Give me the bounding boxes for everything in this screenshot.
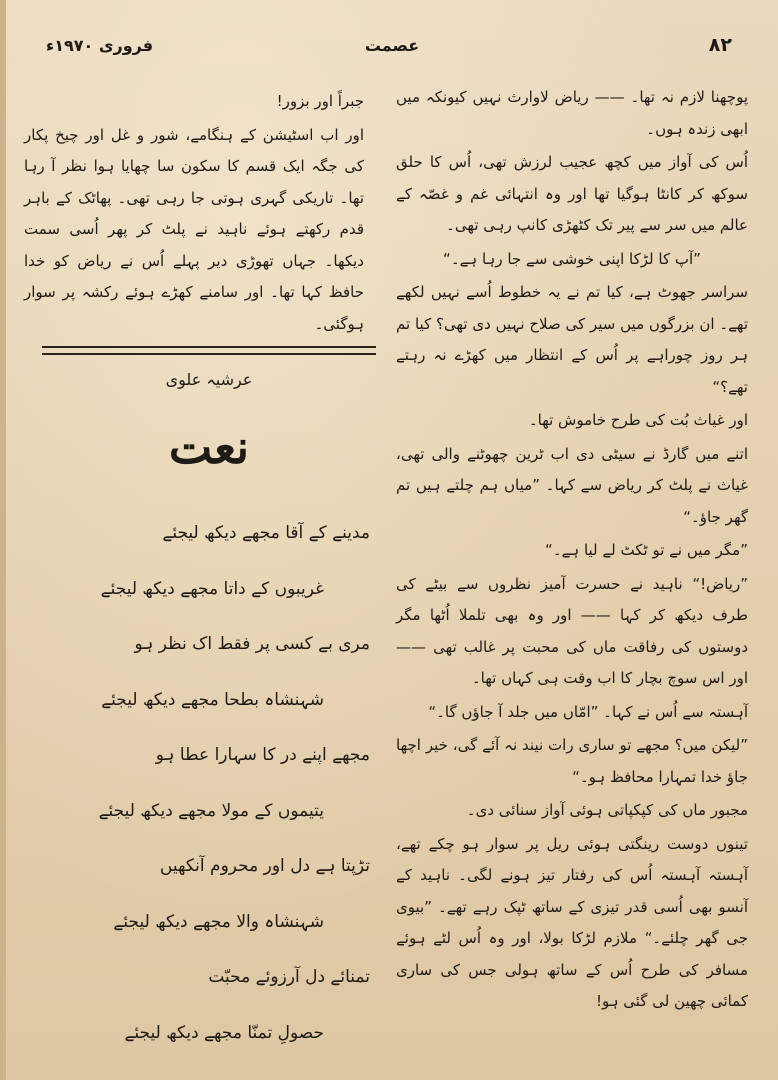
poem-verse: حصولِ تمنّا مجھے دیکھ لیجئے: [124, 1022, 324, 1043]
story-paragraph: اُس کی آواز میں کچھ عجیب لرزش تھی، اُس کا حلق سوکھ کر کانٹا ہوگیا تھا اور وہ انتہائی غم و غصّہ کے عالم میں سر سے پیر تک کٹھڑی کانپ رہی تھی۔: [396, 153, 748, 234]
poem-verse: شہنشاہ بطحا مجھے دیکھ لیجئے: [101, 689, 324, 710]
page-header: [40, 28, 744, 68]
story-paragraph: آہستہ سے اُس نے کہا۔ ”امّاں میں جلد آ جاؤں گا۔“: [428, 702, 748, 721]
story-paragraph: ”لیکن میں؟ مجھے تو ساری رات نیند نہ آئے گی، خیر اچھا جاؤ خدا تمہارا محافظ ہو۔“: [396, 736, 748, 786]
poem-verse: یتیموں کے مولا مجھے دیکھ لیجئے: [98, 800, 324, 821]
story-paragraph: ”ریاض!“ ناہید نے حسرت آمیز نظروں سے بیٹے کی طرف دیکھ کر کہا —— اور وہ بھی تلملا اُٹھا مگر دوستوں کی رفاقت ماں کی محبت پر غالب تھی —— اور اس سوچ بچار کا اب وقت ہی کہاں تھا۔: [396, 574, 748, 687]
story-paragraph: اور اب اسٹیشن کے ہنگامے، شور و غل اور چیخ پکار کی جگہ ایک قسم کا سکون سا چھایا ہوا نظر آ رہا تھا۔ تاریکی گہری ہوتی جا رہی تھی۔ پھاٹک کے باہر قدم رکھتے ہوئے ناہید نے پلٹ کر پھر اُسی سمت دیکھا۔ جہاں تھوڑی دیر پہلے اُس نے ریاض کو خدا حافظ کہا تھا۔ اور سامنے کھڑے ہوئے رکشہ پر سوار ہوگئی۔: [24, 125, 364, 333]
story-paragraph: تینوں دوست رینگتی ہوئی ریل پر سوار ہو چکے تھے، آہستہ آہستہ اُس کی رفتار تیز ہونے لگی۔ ناہید کے آنسو بھی اُسی قدر تیزی کے ساتھ ٹپک رہے تھے۔ ”بیوی جی گھر چلئے۔“ ملازم لڑکا بولا، اور وہ اُس لٹے ہوئے مسافر کی طرح اُس کے ساتھ ہولی جس کی ساری کمائی چھین لی گئی ہو!: [396, 834, 748, 1010]
poem-verse: تمنائے دل آرزوئے محبّت: [208, 967, 370, 987]
story-column-right: [396, 82, 748, 1018]
story-column-left: [24, 86, 364, 340]
story-paragraph: اور غیاث بُت کی طرح خاموش تھا۔: [528, 411, 748, 429]
issue-date: فروری ۱۹۷۰ء: [46, 36, 154, 55]
story-paragraph: سراسر جھوٹ ہے، کیا تم نے یہ خطوط اُسے نہیں لکھے تھے۔ ان بزرگوں میں سیر کی صلاح نہیں دی تھی؟ کیا تم ہر روز چوراہے پر اُس کے انتظار میں کھڑے نہ رہتے تھے؟“: [396, 283, 748, 396]
page-number: ۸۲: [708, 34, 732, 56]
story-paragraph: پوچھنا لازم نہ تھا۔ —— ریاض لاوارث نہیں کیونکہ میں ابھی زندہ ہوں۔: [396, 88, 748, 138]
section-divider: [42, 346, 376, 355]
magazine-title: عصمت: [364, 36, 420, 55]
story-paragraph: ”مگر میں نے تو ٹکٹ لے لیا ہے۔“: [545, 541, 748, 559]
poem-verse: مدینے کے آقا مجھے دیکھ لیجئے: [162, 523, 370, 543]
poem-verse: تڑپتا ہے دل اور محروم آنکھیں: [159, 856, 370, 876]
poem-verse: مری بے کسی پر فقط اک نظر ہو: [134, 634, 370, 654]
poem-author: عرشیہ علوی: [165, 370, 253, 389]
poem-verse: شہنشاہ والا مجھے دیکھ لیجئے: [113, 911, 324, 932]
story-paragraph: اتنے میں گارڈ نے سیٹی دی اب ٹرین چھوٹنے والی تھی، غیاث نے پلٹ کر ریاض سے کہا۔ ”میاں ہم چلتے ہیں تم گھر جاؤ۔“: [396, 444, 748, 526]
poem-title: نعت: [168, 420, 250, 474]
story-paragraph: جبراً اور بزور!: [276, 92, 364, 110]
naat-poem: [36, 506, 376, 1061]
story-paragraph: ”آپ کا لڑکا اپنی خوشی سے جا رہا ہے۔“: [443, 249, 701, 268]
story-paragraph: مجبور ماں کی کپکپاتی ہوئی آواز سنائی دی۔: [466, 801, 748, 819]
poem-verse: غریبوں کے داتا مجھے دیکھ لیجئے: [100, 578, 324, 599]
poem-verse: مجھے اپنے در کا سہارا عطا ہو: [155, 745, 370, 765]
